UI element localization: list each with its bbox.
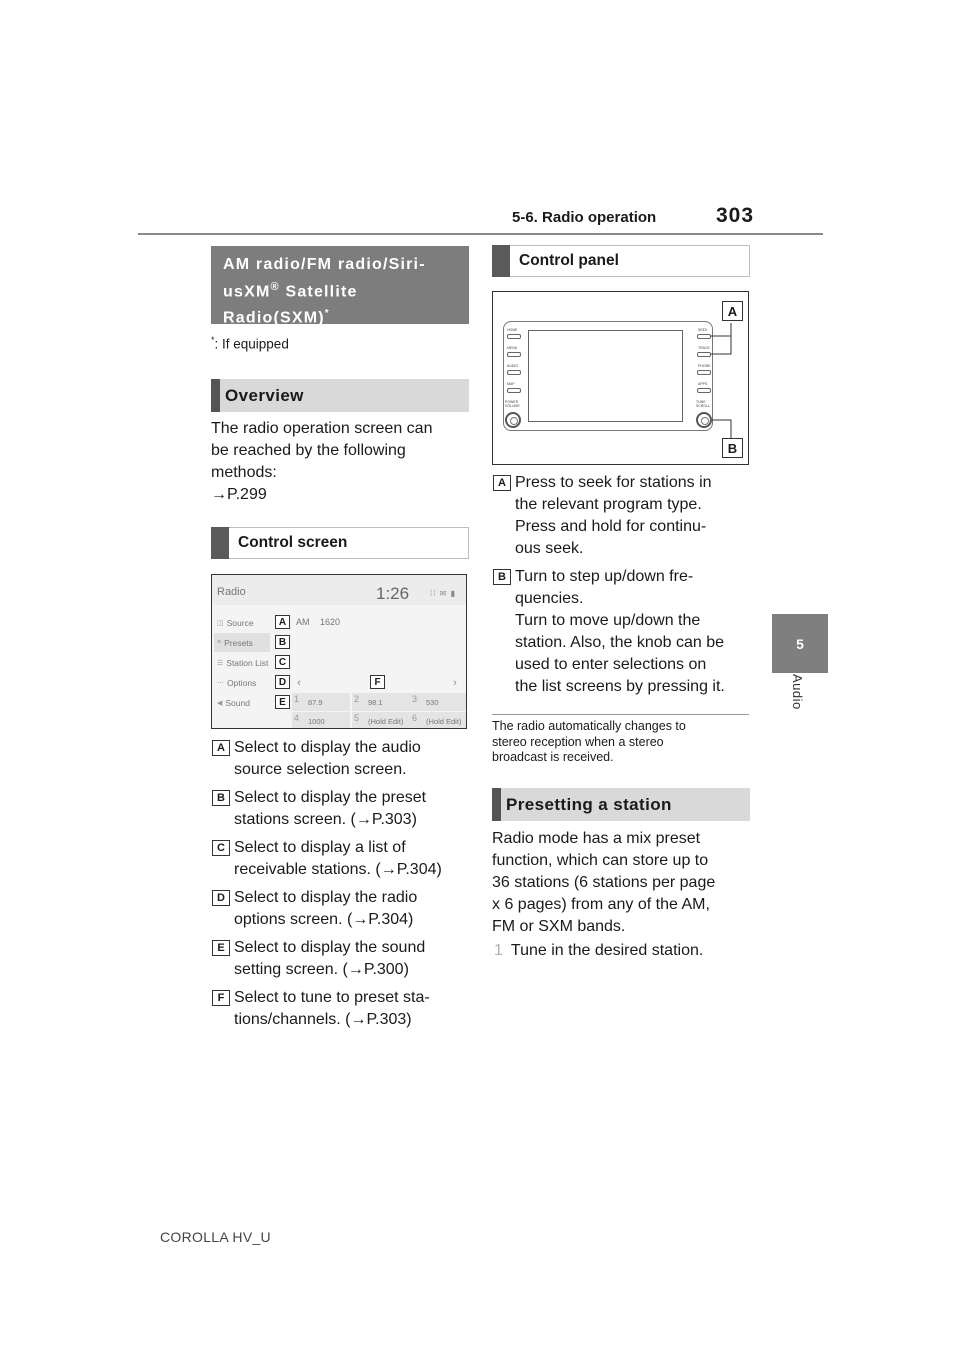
control-panel-item-a: A Press to seek for stations in the relevant program type. Press and hold for continu- ous seek. [493,472,755,560]
control-screen-item-f: F Select to tune to preset sta- tions/channels. (→P.303) [212,987,474,1031]
title-line-1: AM radio/FM radio/Siri- [223,256,426,273]
page-number: 303 [716,204,755,227]
panel-label-map: MAP [507,382,515,386]
footer-model: COROLLA HV_U [160,1229,271,1245]
screen-callout-c: C [275,655,290,669]
panel-label-audio: AUDIO [507,364,519,368]
panel-label-power: POWER VOLUME [505,400,520,408]
panel-label-seek: SEEK [698,328,708,332]
section-title: 5-6. Radio operation [512,209,657,226]
item-key: C [212,840,230,856]
screen-callout-f: F [370,675,385,689]
control-screen-item-d: D Select to display the radio options screen. (→P.304) [212,887,474,931]
panel-label-home: HOME [507,328,518,332]
header-divider [138,233,823,235]
overview-text: The radio operation screen can be reached by the following methods: →P.299 [211,418,471,506]
screen-next-page: › [453,677,457,689]
page-title-box [211,246,469,327]
radio-screen-illustration [211,574,467,729]
control-screen-item-a: A Select to display the audio source selection screen. [212,737,474,781]
screen-status-icons: ⁞⁞ ✉ ▮ [430,589,456,598]
sound-icon: ◀ [217,699,223,707]
step-number: 1 [494,942,503,959]
title-line-3: Radio(SXM)* [223,308,330,327]
station-list-icon: ☰ [217,659,224,667]
title-line-2: usXM® Satellite [223,281,358,301]
callout-leader-lines [493,292,750,466]
screen-menu-options: ⋯ Options [217,677,257,688]
presets-icon: ≡ [217,639,222,646]
item-key: A [493,475,511,491]
screen-frequency: 1620 [320,617,341,627]
screen-preset-5: 5 (Hold Edit) [352,712,410,729]
control-panel-heading: Control panel [492,245,750,277]
control-screen-item-b: B Select to display the preset stations screen. (→P.303) [212,787,474,831]
screen-menu-presets: ≡ Presets [214,633,270,652]
chapter-label: Audio [790,674,805,710]
note-divider [492,714,749,715]
control-screen-item-c: C Select to display a list of receivable stations. (→P.304) [212,837,474,881]
control-panel-illustration [492,291,749,465]
item-key: D [212,890,230,906]
screen-callout-d: D [275,675,290,689]
screen-preset-6: 6 (Hold Edit) [410,712,467,729]
screen-preset-4: 4 1000 [292,712,350,729]
item-key: B [212,790,230,806]
screen-preset-1: 1 87.9 [292,693,350,711]
item-key: B [493,569,511,585]
panel-label-phone: PHONE [698,364,711,368]
presetting-heading: Presetting a station [492,788,750,821]
screen-status-bar [212,575,466,605]
footnote: *: If equipped [211,335,289,352]
control-screen-item-e: E Select to display the sound setting screen. (→P.300) [212,937,474,981]
control-screen-heading: Control screen [211,527,469,559]
screen-prev-page: ‹ [297,677,301,689]
overview-heading: Overview [211,379,469,412]
chapter-number: 5 [796,635,804,652]
panel-label-track: TRACK [698,346,710,350]
screen-menu-sound: ◀ Sound [217,697,250,708]
item-key: A [212,740,230,756]
source-icon: ◫ [217,619,224,627]
chapter-tab [772,614,828,673]
item-key: E [212,940,230,956]
presetting-step-1: 1 Tune in the desired station. [494,942,704,959]
screen-menu-station-list: ☰ Station List [217,657,269,668]
screen-callout-a: A [275,615,290,629]
screen-preset-3: 3 530 [410,693,467,711]
screen-callout-e: E [275,695,290,709]
screen-title: Radio [217,586,246,598]
overview-page-ref: →P.299 [211,486,267,503]
panel-label-menu: MENU [507,346,518,350]
stereo-note: The radio automatically changes to stereo reception when a stereo broadcast is received. [492,719,686,764]
screen-callout-b: B [275,635,290,649]
panel-label-tune: TUNE SCROLL [696,400,711,408]
screen-preset-2: 2 98.1 [352,693,410,711]
panel-callout-a: A [722,301,743,321]
screen-menu-source: ◫ Source [217,617,254,628]
screen-clock: 1:26 [376,584,410,603]
presetting-text: Radio mode has a mix preset function, which can store up to 36 stations (6 stations per page x 6 pages) from any of the AM, FM or SXM bands. [492,830,716,935]
options-icon: ⋯ [217,679,224,687]
panel-callout-b: B [722,438,743,458]
panel-label-apps: APPS [698,382,708,386]
control-panel-item-b: B Turn to step up/down fre- quencies. Turn to move up/down the station. Also, the knob can be used to enter selections on the list screens by pressing it. [493,566,755,698]
item-key: F [212,990,230,1006]
screen-band: AM [296,617,310,627]
